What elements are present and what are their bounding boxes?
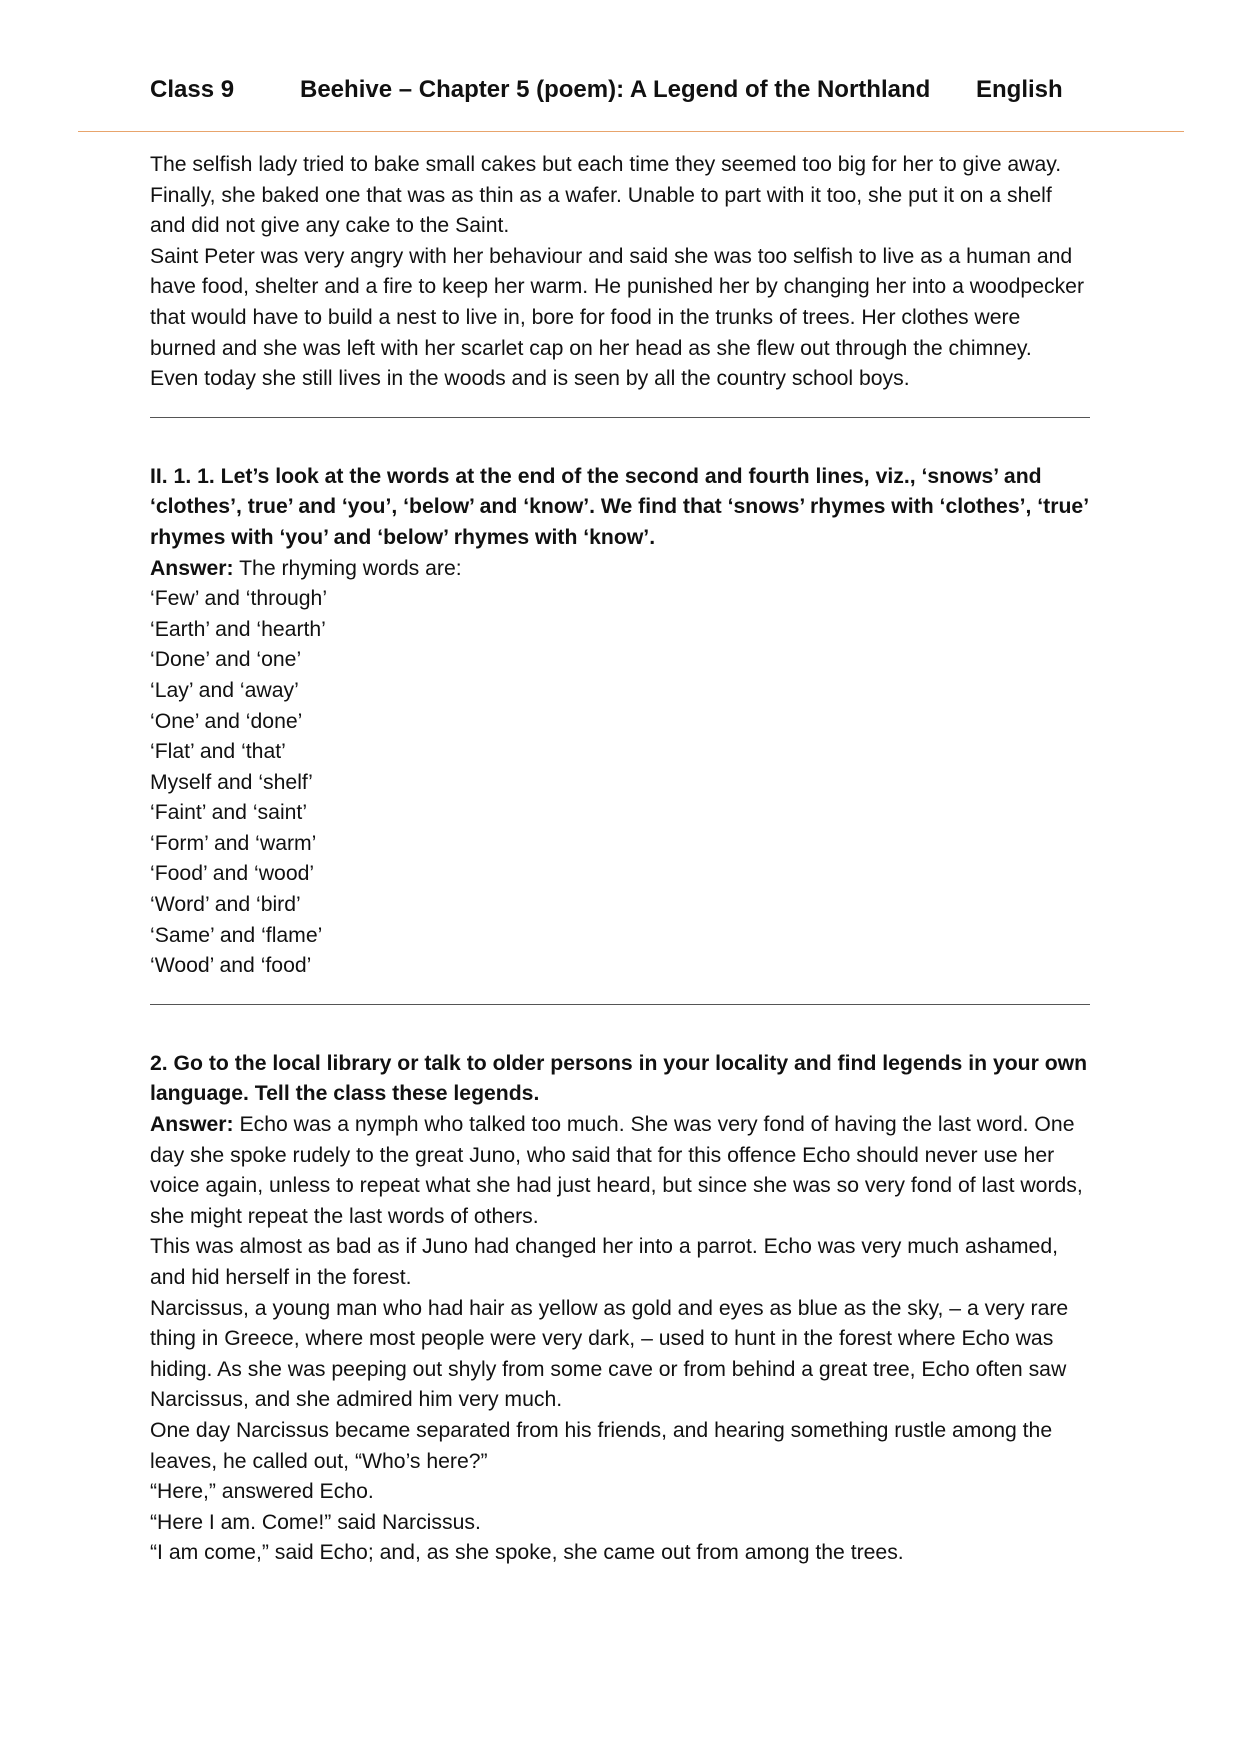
rhyme-item: Myself and ‘shelf’ [150, 770, 313, 794]
section-divider [150, 417, 1090, 418]
answer-paragraph: One day Narcissus became separated from his friends, and hearing something rustle among the leaves, he called out, “Who’s here?” [150, 1418, 1053, 1473]
answer-1-intro: The rhyming words are: [233, 556, 462, 580]
summary-paragraph: Saint Peter was very angry with her behaviour and said she was too selfish to live as a human and have food, shelter and a fire to keep her warm. He punished her by changing her into a woodpecker that would have to build a nest to live in, bore for food in the trunks of trees. Her clothes were burned and she was left with her scarlet cap on her head as she flew out through the chimney. [150, 244, 1084, 360]
rhyme-item: ‘Faint’ and ‘saint’ [150, 801, 308, 825]
rhyme-item: ‘Wood’ and ‘food’ [150, 954, 312, 978]
summary-paragraph: Even today she still lives in the woods and is seen by all the country school boys. [150, 367, 910, 391]
question-2-text: 2. Go to the local library or talk to older persons in your locality and find legends in your own language. Tell the class these legends. [150, 1051, 1088, 1106]
answer-paragraph: Narcissus, a young man who had hair as yellow as gold and eyes as blue as the sky, – a very rare thing in Greece, where most people were very dark, – used to hunt in the forest where Echo was hiding. As she was peeping out shyly from some cave or from behind a great tree, Echo often saw Narcissus, and she admired him very much. [150, 1296, 1069, 1412]
page-content [150, 150, 1090, 1569]
question-2-section [150, 1049, 1090, 1569]
summary-section [150, 150, 1090, 395]
answer-2 [150, 1110, 1090, 1232]
answer-label: Answer: [150, 556, 234, 580]
answer-paragraph: “Here,” answered Echo. [150, 1480, 374, 1504]
header-subject: English [976, 76, 1063, 103]
answer-label: Answer: [150, 1113, 234, 1137]
rhyme-list [150, 584, 1090, 982]
rhyme-item: ‘Flat’ and ‘that’ [150, 740, 286, 764]
answer-paragraph: “Here I am. Come!” said Narcissus. [150, 1510, 481, 1534]
question-1-text: II. 1. 1. Let’s look at the words at the end of the second and fourth lines, viz., ‘snows’ and ‘clothes’, true’ and ‘you’, ‘below’ and ‘know’. We find that ‘snows’ rhymes with ‘clothes’, ‘true’ rhymes with ‘you’ and ‘below’ rhymes with ‘know’. [150, 464, 1088, 549]
header-title: Beehive – Chapter 5 (poem): A Legend of the Northland [300, 76, 931, 103]
question-1-section [150, 462, 1090, 982]
rhyme-item: ‘Food’ and ‘wood’ [150, 862, 315, 886]
rhyme-item: ‘Done’ and ‘one’ [150, 648, 302, 672]
rhyme-item: ‘Earth’ and ‘hearth’ [150, 617, 326, 641]
header-class: Class 9 [150, 76, 235, 103]
summary-paragraph: The selfish lady tried to bake small cakes but each time they seemed too big for her to give away. Finally, she baked one that was as thin as a wafer. Unable to part with it too, she put it on a shelf and did not give any cake to the Saint. [150, 153, 1062, 238]
answer-paragraph: This was almost as bad as if Juno had changed her into a parrot. Echo was very much ashamed, and hid herself in the forest. [150, 1235, 1059, 1289]
answer-1 [150, 554, 1090, 585]
rhyme-item: ‘Word’ and ‘bird’ [150, 893, 301, 917]
rhyme-item: ‘Same’ and ‘flame’ [150, 923, 323, 947]
rhyme-item: ‘Few’ and ‘through’ [150, 587, 328, 611]
header-divider [78, 131, 1184, 132]
rhyme-item: ‘One’ and ‘done’ [150, 709, 303, 733]
rhyme-item: ‘Lay’ and ‘away’ [150, 678, 299, 702]
answer-2-first: Echo was a nymph who talked too much. She was very fond of having the last word. One day she spoke rudely to the great Juno, who said that for this offence Echo should never use her voice again, unless to repeat what she had just heard, but since she was so very fond of last words, she might repeat the last words of others. [150, 1113, 1083, 1228]
section-divider [150, 1004, 1090, 1005]
page-header [150, 76, 1080, 108]
rhyme-item: ‘Form’ and ‘warm’ [150, 831, 317, 855]
answer-paragraph: “I am come,” said Echo; and, as she spoke, she came out from among the trees. [150, 1541, 904, 1565]
